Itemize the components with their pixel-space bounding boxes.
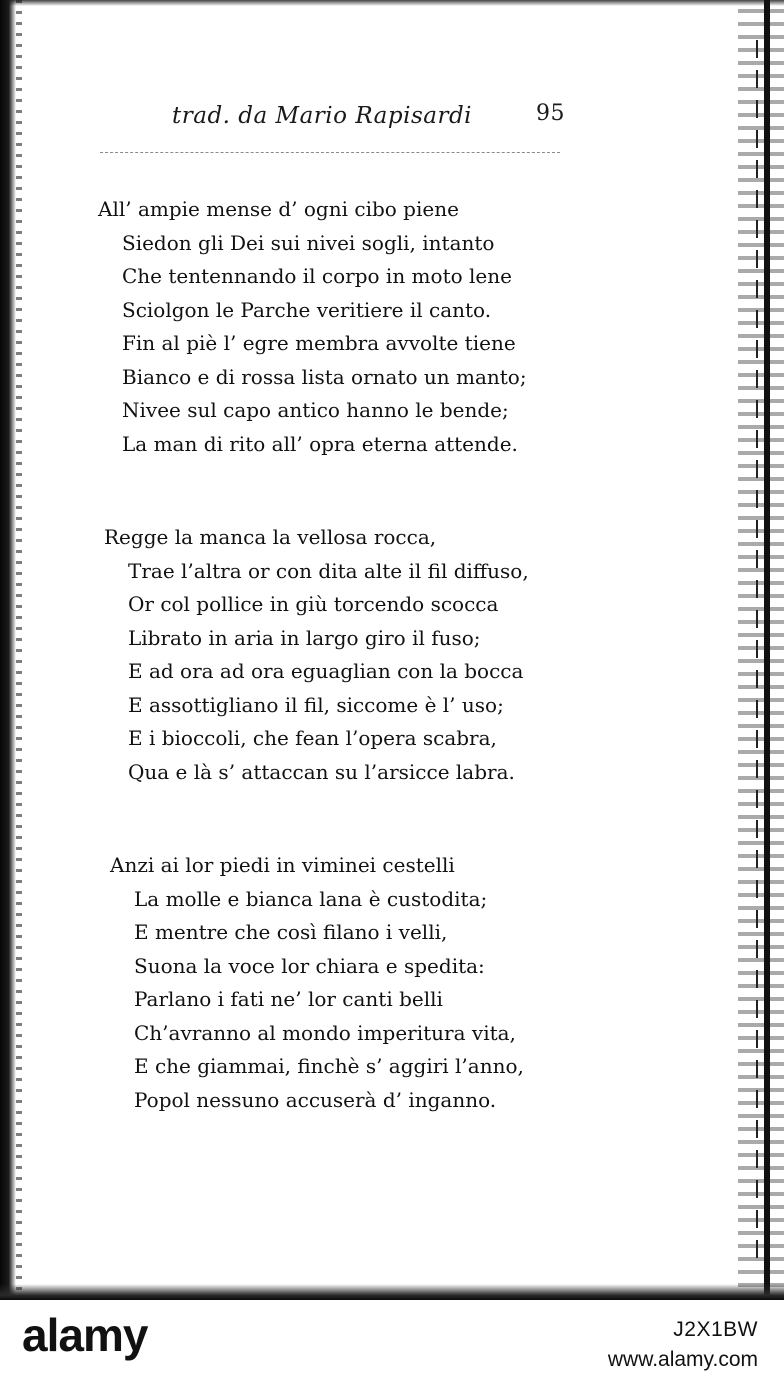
verse-line: Popol nessuno accuserà d’ inganno. — [134, 1087, 497, 1112]
verse-line: Suona la voce lor chiara e spedita: — [134, 953, 485, 978]
verse-line: Ch’avranno al mondo imperitura vita, — [134, 1020, 516, 1045]
scan-left-edge — [0, 0, 16, 1300]
header-rule — [100, 152, 560, 153]
verse-line: Librato in aria in largo giro il fuso; — [128, 625, 481, 650]
verse-line: Bianco e di rossa lista ornato un manto; — [122, 364, 527, 389]
verse-line: Or col pollice in giù torcendo scocca — [128, 592, 499, 616]
verse-line: Trae l’altra or con dita alte il fil diffuso, — [128, 558, 529, 583]
verse-line: Sciolgon le Parche veritiere il canto. — [122, 297, 492, 322]
verse-line: Qua e là s’ attaccan su l’arsicce labra. — [128, 759, 515, 784]
scan-left-speckle — [16, 0, 22, 1300]
verse-line: La molle e bianca lana è custodita; — [134, 886, 488, 911]
scan-bottom-edge — [0, 1284, 784, 1300]
verse-line: Parlano i fati ne’ lor canti belli — [134, 987, 443, 1011]
page-number: 95 — [536, 101, 565, 126]
verse-line: E assottigliano il fil, siccome è l’ uso; — [128, 692, 504, 717]
verse-line: E che giammai, finchè s’ aggiri l’anno, — [134, 1054, 524, 1078]
brand-name: alamy — [22, 1309, 148, 1361]
verse-line: Che tentennando il corpo in moto lene — [122, 264, 512, 288]
running-head: trad. da Mario Rapisardi — [172, 103, 473, 129]
scan-top-edge — [0, 0, 784, 6]
verse-line: Siedon gli Dei sui nivei sogli, intanto — [122, 230, 495, 255]
scan-right-speckle — [738, 0, 784, 1300]
verse-line: Regge la manca la vellosa rocca, — [104, 525, 437, 549]
verse-line: All’ ampie mense d’ ogni cibo piene — [98, 197, 459, 221]
verse-line: La man di rito all’ opra eterna attende. — [122, 431, 518, 456]
image-id: J2X1BW — [673, 1318, 758, 1341]
stanza-3 — [110, 849, 524, 1117]
scan-right-edge-inner — [756, 40, 758, 1260]
stanza-1 — [98, 193, 527, 461]
verse-line: E i bioccoli, che fean l’opera scabra, — [128, 726, 497, 750]
alamy-logo — [22, 1308, 147, 1362]
verse-line: Fin al piè l’ egre membra avvolte tiene — [122, 331, 516, 355]
scan-right-edge — [764, 0, 770, 1300]
site-url: www.alamy.com — [607, 1348, 758, 1371]
verse-line: Anzi ai lor piedi in viminei cestelli — [110, 853, 455, 877]
verse-line: E ad ora ad ora eguaglian con la bocca — [128, 659, 524, 683]
stanza-2 — [104, 521, 529, 789]
verse-line: E mentre che così filano i velli, — [134, 920, 448, 944]
verse-line: Nivee sul capo antico hanno le bende; — [122, 398, 509, 422]
